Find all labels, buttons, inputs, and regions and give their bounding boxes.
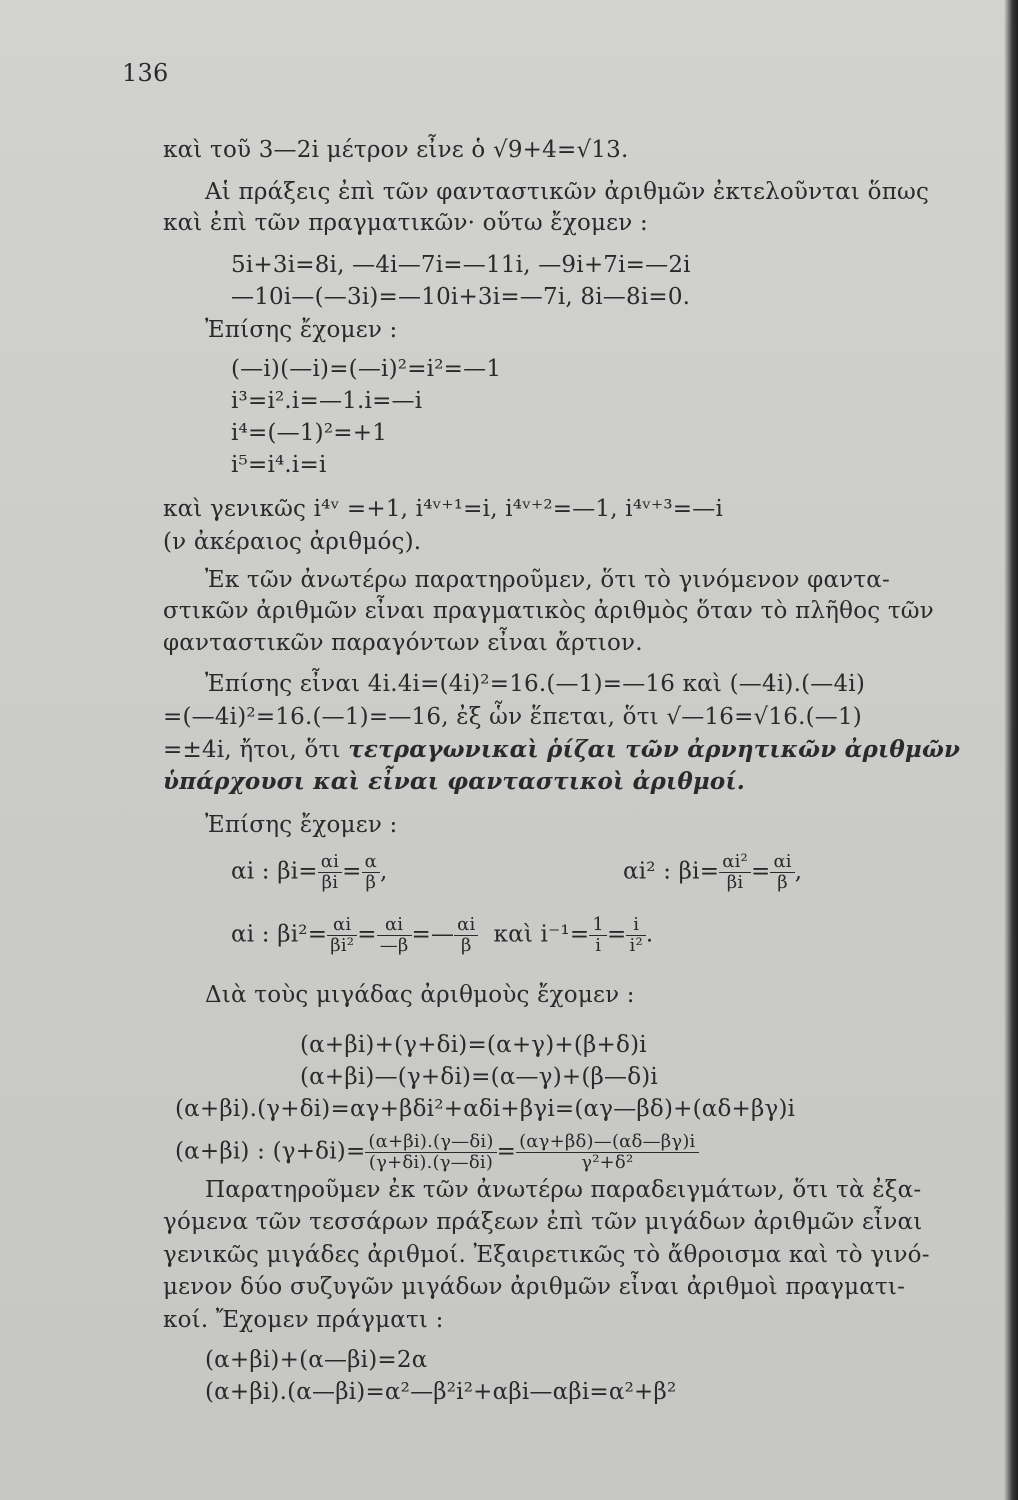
text-line xyxy=(163,735,960,765)
fraction: $\frac{\alpha i}{\beta i}$ xyxy=(318,852,342,893)
text-line: Ἐπίσης ἔχομεν : xyxy=(205,317,398,343)
emphasis-text: τετραγωνικαὶ ῥίζαι τῶν ἀρνητικῶν ἀριθμῶν xyxy=(348,736,961,763)
equation-line: (α+βi).(α—βi)=α²—β²i²+αβi—αβi=α²+β² xyxy=(205,1379,677,1405)
text-line: στικῶν ἀριθμῶν εἶναι πραγματικὸς ἀριθμὸς ὅταν τὸ πλῆθος τῶν xyxy=(163,598,934,624)
text-line: καὶ τοῦ 3—2i μέτρον εἶνε ὁ √9+4=√13. xyxy=(163,137,629,163)
text-line: Ἐπίσης εἶναι 4i.4i=(4i)²=16.(—1)=—16 καὶ (—4i).(—4i) xyxy=(205,671,866,697)
text-line: Παρατηροῦμεν ἐκ τῶν ἀνωτέρω παραδειγμάτων, ὅτι τὰ ἐξα- xyxy=(205,1177,922,1203)
text-line: καὶ γενικῶς i⁴ᵛ =+1, i⁴ᵛ⁺¹=i, i⁴ᵛ⁺²=—1, i⁴ᵛ⁺³=—i xyxy=(163,496,723,522)
equation-line: i³=i².i=—1.i=—i xyxy=(231,388,423,414)
fraction: $\frac{\alpha i}{—\beta}$ xyxy=(377,915,412,956)
text-line: Ἐκ τῶν ἀνωτέρω παρατηροῦμεν, ὅτι τὸ γινόμενον φαντα- xyxy=(205,567,891,593)
text-run: =±4i, ἤτοι, ὅτι xyxy=(163,737,341,763)
equation-line: (α+βi).(γ+δi)=αγ+βδi²+αδi+βγi=(αγ—βδ)+(αδ+βγ)i xyxy=(175,1096,796,1122)
fraction: $\frac{\alpha i}{\beta}$ xyxy=(770,852,794,893)
equation-line: (—i)(—i)=(—i)²=i²=—1 xyxy=(231,356,502,382)
equation-line: (α+βi)+(γ+δi)=(α+γ)+(β+δ)i xyxy=(300,1032,647,1058)
fraction-equation: αi² : βi= $\frac{\text{αi²}}{\beta i}$ = $\frac{\alpha i}{\beta}$ , xyxy=(623,851,803,893)
text-line: γενικῶς μιγάδες ἀριθμοί. Ἐξαιρετικῶς τὸ ἄθροισμα καὶ τὸ γινό- xyxy=(163,1242,930,1268)
text-line: μενον δύο συζυγῶν μιγάδων ἀριθμῶν εἶναι ἀριθμοὶ πραγματι- xyxy=(163,1274,906,1300)
equation-line: —10i—(—3i)=—10i+3i=—7i, 8i—8i=0. xyxy=(231,284,691,310)
fraction: $\frac{(\alpha+\beta i).(\gamma—\delta i)}{(\gamma+\delta i).(\gamma—\delta i)}$ xyxy=(365,1132,496,1173)
text-line: (ν ἀκέραιος ἀριθμός). xyxy=(163,529,422,555)
fraction: $\frac{\text{αi²}}{\beta i}$ xyxy=(719,852,751,893)
page-edge-shadow xyxy=(1004,0,1018,1500)
text-line: Αἱ πράξεις ἐπὶ τῶν φανταστικῶν ἀριθμῶν ἐκτελοῦνται ὅπως xyxy=(205,179,930,205)
equation-line: i⁴=(—1)²=+1 xyxy=(231,420,388,446)
text-line: =(—4i)²=16.(—1)=—16, ἐξ ὧν ἕπεται, ὅτι √—16=√16.(—1) xyxy=(163,704,862,730)
fraction: $\frac{(\alpha\gamma+\beta\delta)—(\alpha\delta—\beta\gamma)i}{\text{γ²+δ²}}$ xyxy=(516,1132,698,1173)
fraction: $\frac{1}{i}$ xyxy=(589,915,607,956)
equation-line: i⁵=i⁴.i=i xyxy=(231,452,327,478)
equation-line: 5i+3i=8i, —4i—7i=—11i, —9i+7i=—2i xyxy=(231,252,691,278)
fraction-equation: αi : βi= $\frac{\alpha i}{\beta i}$ = $\frac{\alpha}{\beta}$ , xyxy=(231,851,388,893)
fraction: $\frac{i}{\text{i²}}$ xyxy=(626,915,645,956)
emphasis-text: ὑπάρχουσι καὶ εἶναι φανταστικοὶ ἀριθμοί. xyxy=(163,768,745,795)
fraction: $\frac{\alpha}{\beta}$ xyxy=(362,852,380,893)
text-line: Διὰ τοὺς μιγάδας ἀριθμοὺς ἔχομεν : xyxy=(205,982,635,1008)
text-line: Ἐπίσης ἔχομεν : xyxy=(205,812,398,838)
page-number: 136 xyxy=(122,59,169,87)
text-line: φανταστικῶν παραγόντων εἶναι ἄρτιον. xyxy=(163,630,643,656)
text-line: γόμενα τῶν τεσσάρων πράξεων ἐπὶ τῶν μιγάδων ἀριθμῶν εἶναι xyxy=(163,1209,923,1235)
equation-line: (α+βi)+(α—βi)=2α xyxy=(205,1347,428,1373)
text-line: κοί. Ἔχομεν πράγματι : xyxy=(163,1307,444,1333)
text-line: καὶ ἐπὶ τῶν πραγματικῶν· οὕτω ἔχομεν : xyxy=(163,210,648,236)
fraction: $\frac{\alpha i}{\beta}$ xyxy=(454,915,478,956)
fraction: $\frac{\alpha i}{\text{βi²}}$ xyxy=(327,915,357,956)
equation-line: (α+βi)—(γ+δi)=(α—γ)+(β—δ)i xyxy=(300,1064,658,1090)
fraction-equation: (α+βi) : (γ+δi)= $\frac{(\alpha+\beta i).(\gamma—\delta i)}{(\gamma+\delta i).(\gamma—\delta i)}$ = $\frac{(\alpha\gamma+\beta\delta)—(\alpha\delta—\beta\gamma)i}{\text{γ²+δ²}}$ xyxy=(175,1132,699,1173)
fraction-equation: αi : βi²= $\frac{\alpha i}{\text{βi²}}$ = $\frac{\alpha i}{—\beta}$ =— $\frac{\alpha i}{\beta}$ καὶ i⁻¹= $\frac{1}{i}$ = $\frac{i}{\text{i²}}$ . xyxy=(231,914,654,956)
